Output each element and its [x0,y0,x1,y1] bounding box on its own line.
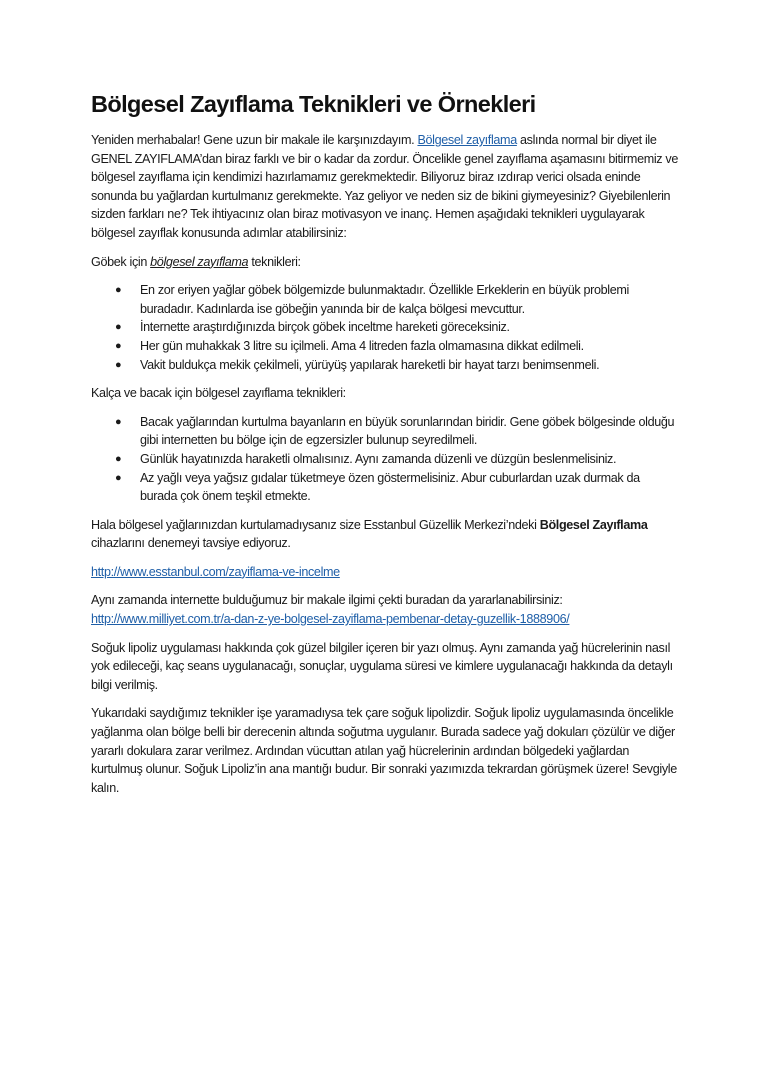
lipoliz-paragraph: Soğuk lipoliz uygulaması hakkında çok güzel bilgiler içeren bir yazı olmuş. Aynı zamanda yağ hücrelerinin nasıl yok edileceği, kaç seans uygulanacağı, sonuçlar, uygulama süresi ve kimlere uygulanacağı hakkında da detaylı bilgi verilmiş. [91,640,673,692]
list-item [115,281,680,318]
belly-heading-emphasis: bölgesel zayıflama [150,254,249,269]
page-title: Bölgesel Zayıflama Teknikleri ve Örnekleri [91,91,536,117]
recommend-bold: Bölgesel Zayıflama [539,517,648,532]
bullet-icon: ● [115,471,122,484]
bullet-icon: ● [115,321,122,334]
list-item [115,356,680,375]
belly-heading-end: teknikleri: [248,254,301,269]
hip-technique-list [91,413,680,506]
list-item-text: Her gün muhakkak 3 litre su içilmeli. Ama 4 litreden fazla olmamasına dikkat edilmeli. [140,338,584,353]
closing-paragraph: Yukarıdaki saydığımız teknikler işe yaramadıysa tek çare soğuk lipolizdir. Soğuk lipoliz uygulamasında öncelikle yağlanma olan bölge belli bir derecenin altında soğutma uygulanır. Burada sadece yağ dokuları çözülür ve diğer yararlı dokulara zarar verilmez. Ardından vücuttan atılan yağ hücrelerinin ardından bölgedeki yağlardan kurtulmuş olunur. Soğuk Lipoliz’in ana mantığı budur. Bir sonraki yazımızda tekrardan görüşmek üzere! Sevgiyle kalın. [91,706,677,795]
list-item [115,469,680,506]
hip-heading: Kalça ve bacak için bölgesel zayıflama teknikleri: [91,386,346,401]
esstanbul-link[interactable]: http://www.esstanbul.com/zayiflama-ve-incelme [91,564,340,579]
recommend-text-end: cihazlarını denemeyi tavsiye ediyoruz. [91,536,291,551]
bullet-icon: ● [115,358,122,371]
list-item-text: Günlük hayatınızda haraketli olmalısınız. Aynı zamanda düzenli ve düzgün beslenmelisiniz. [140,451,617,466]
article-ref-paragraph [91,591,680,628]
belly-heading-start: Göbek için [91,254,151,269]
article-ref-text: Aynı zamanda internette bulduğumuz bir makale ilgimi çekti buradan da yararlanabilirsiniz: [91,593,563,608]
esstanbul-link-paragraph [91,563,680,582]
list-item-text: Bacak yağlarından kurtulma bayanların en büyük sorunlarından biridir. Gene göbek bölgesinde olduğu gibi internetten bu bölge için de egzersizler bulunup seyredilmeli. [140,414,675,448]
belly-heading [91,253,680,272]
list-item [115,450,680,469]
milliyet-link[interactable]: http://www.milliyet.com.tr/a-dan-z-ye-bolgesel-zayiflama-pembenar-detay-guzellik-1888906/ [91,612,570,627]
list-item [115,413,680,450]
recommend-paragraph [91,516,680,553]
bolgesel-zayiflama-link[interactable]: Bölgesel zayıflama [417,133,517,147]
intro-text-rest: aslında normal bir diyet ile GENEL ZAYIFLAMA’dan biraz farklı ve bir o kadar da zordur. Öncelikle genel zayıflama aşamasını bitirmemiz ve bölgesel zayıflama için kendimizi hazırlamamız gerekmektedir. Biliyoruz biraz ızdırap verici olsada eninde sonunda bu yağlardan kurtulmanız gerekmekte. Yaz geliyor ve neden siz de bikini giymeyesiniz? Giyebilenlerin sizden farkları ne? Tek ihtiyacınız olan biraz motivasyon ve inanç. Hemen aşağıdaki teknikleri uygulayarak bölgesel zayıflak konusunda adımlar atabilirsiniz: [91,133,679,240]
recommend-text-start: Hala bölgesel yağlarınızdan kurtulamadıysanız size Esstanbul Güzellik Merkezi’ndeki [91,517,540,532]
bullet-icon: ● [115,284,122,297]
list-item-text: Vakit buldukça mekik çekilmeli, yürüyüş yapılarak hareketli bir hayat tarzı benimsenmeli. [140,357,600,372]
bullet-icon: ● [115,452,122,465]
intro-text-start: Yeniden merhabalar! Gene uzun bir makale ile karşınızdayım. [91,133,418,147]
list-item-text: İnternette araştırdığınızda birçok göbek inceltme hareketi göreceksiniz. [140,320,510,335]
list-item [115,337,680,356]
list-item-text: En zor eriyen yağlar göbek bölgemizde bulunmaktadır. Özellikle Erkeklerin en büyük problemi buradadır. Kadınlarda ise göbeğin yanında bir de kalça bölgesi mevcuttur. [140,283,629,316]
intro-paragraph [91,131,680,243]
belly-technique-list [91,281,680,374]
list-item [115,318,680,337]
list-item-text: Az yağlı veya yağsız gıdalar tüketmeye özen göstermelisiniz. Abur cuburlardan uzak durmak da burada çok önem teşkil etmekte. [140,470,640,504]
bullet-icon: ● [115,339,122,352]
bullet-icon: ● [115,415,122,428]
